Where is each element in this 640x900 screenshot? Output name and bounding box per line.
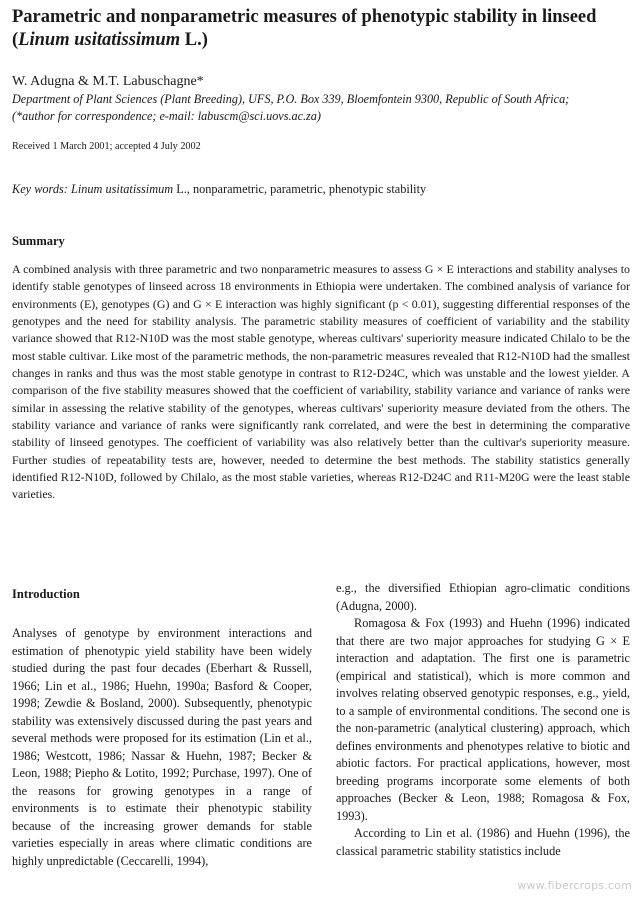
- intro-right-paragraph-3: According to Lin et al. (1986) and Huehn (1996), the classical parametric stability statistics include: [336, 826, 630, 858]
- summary-heading: Summary: [12, 234, 65, 248]
- intro-right-paragraph-1: e.g., the diversified Ethiopian agro-climatic conditions (Adugna, 2000).: [336, 581, 630, 613]
- intro-left-paragraph: Analyses of genotype by environment interactions and estimation of phenotypic yield stability have been widely studied during the past four decades (Eberhart & Russell, 1966; Lin et al., 1986; Huehn, 1990a; Basford & Cooper, 1998; Zewdie & Bosland, 2000). Subsequently, phenotypic stability was extensively discussed during the past years and several methods were proposed for its estimation (Lin et al., 1986; Westcott, 1986; Nassar & Huehn, 1987; Becker & Leon, 1988; Piepho & Lotito, 1992; Purchase, 1997). One of the reasons for growing genotypes in a range of environments is to estimate their phenotypic stability because of the increasing grower demands for stable varieties especially in areas where climatic conditions are highly unpredictable (Ceccarelli, 1994),: [12, 626, 312, 868]
- correspondence: (*author for correspondence; e-mail: labuscm@sci.uovs.ac.za): [12, 109, 321, 123]
- paper-title: Parametric and nonparametric measures of phenotypic stability in linseed (Linum usitatissimum L.): [12, 7, 597, 50]
- keywords-rest: L., nonparametric, parametric, phenotypic stability: [173, 182, 427, 196]
- title-suffix: L.): [180, 30, 208, 50]
- received-dates: Received 1 March 2001; accepted 4 July 2002: [12, 141, 201, 152]
- intro-right-paragraph-2: Romagosa & Fox (1993) and Huehn (1996) indicated that there are two major approaches for studying G × E interaction and adaptation. The first one is parametric (empirical and statistical), which is more common and involves relating observed genotypic responses, e.g., yield, to a sample of environmental conditions. The second one is the non-parametric (analytical clustering) approach, which defines environments and phenotypes relative to biotic and abiotic factors. For practical applications, however, most breeding programs incorporate some elements of both approaches (Becker & Leon, 1988; Romagosa & Fox, 1993).: [336, 616, 630, 823]
- keywords: [12, 181, 630, 197]
- paper-page: [12, 0, 630, 900]
- introduction-heading: Introduction: [12, 587, 80, 601]
- affiliation: Department of Plant Sciences (Plant Breeding), UFS, P.O. Box 339, Bloemfontein 9300, Republic of South Africa;: [12, 92, 570, 106]
- keywords-label: Key words:: [12, 182, 68, 196]
- right-column: [336, 580, 630, 860]
- title-line1: Parametric and nonparametric measures of phenotypic stability in linseed: [12, 7, 597, 27]
- left-column: [12, 580, 312, 870]
- summary-text: A combined analysis with three parametric and two nonparametric measures to assess G × E interactions and stability analyses to identify stable genotypes of linseed across 18 environments in Ethiopia were undertaken. The combined analysis of variance for environments (E), genotypes (G) and G × E interaction was highly significant (p < 0.01), suggesting differential responses of the genotypes and the need for stability analysis. The parametric stability measures of coefficient of variability and the stability variance showed that R12-N10D was the most stable genotype, whereas cultivars' superiority measure indicated Chilalo to be the most stable cultivar. Like most of the parametric methods, the non-parametric measures revealed that R12-N10D had the smallest changes in ranks and thus was the most stable genotype in contrast to R12-D24C, which was unstable and the lowest yielder. A comparison of the five stability measures showed that the coefficient of variability, stability variance and variance of ranks were similar in assessing the relative stability of the genotypes, whereas cultivars' superiority measure deviated from the others. The stability variance and variance of ranks were significantly rank correlated, and were the best in determining the comparative stability of linseed genotypes. The coefficient of variability was also relatively better than the cultivar's superiority measure. Further studies of repeatability tests are, however, needed to determine the best methods. The stability statistics generally identified R12-N10D, followed by Chilalo, as the most stable varieties, whereas R12-D24C and R11-M20G were the least stable varieties.: [12, 262, 630, 502]
- authors: W. Adugna & M.T. Labuschagne*: [12, 74, 204, 89]
- title-species: Linum usitatissimum: [18, 30, 181, 50]
- keywords-species: Linum usitatissimum: [70, 182, 174, 196]
- watermark: www.fibercrops.com: [517, 879, 632, 892]
